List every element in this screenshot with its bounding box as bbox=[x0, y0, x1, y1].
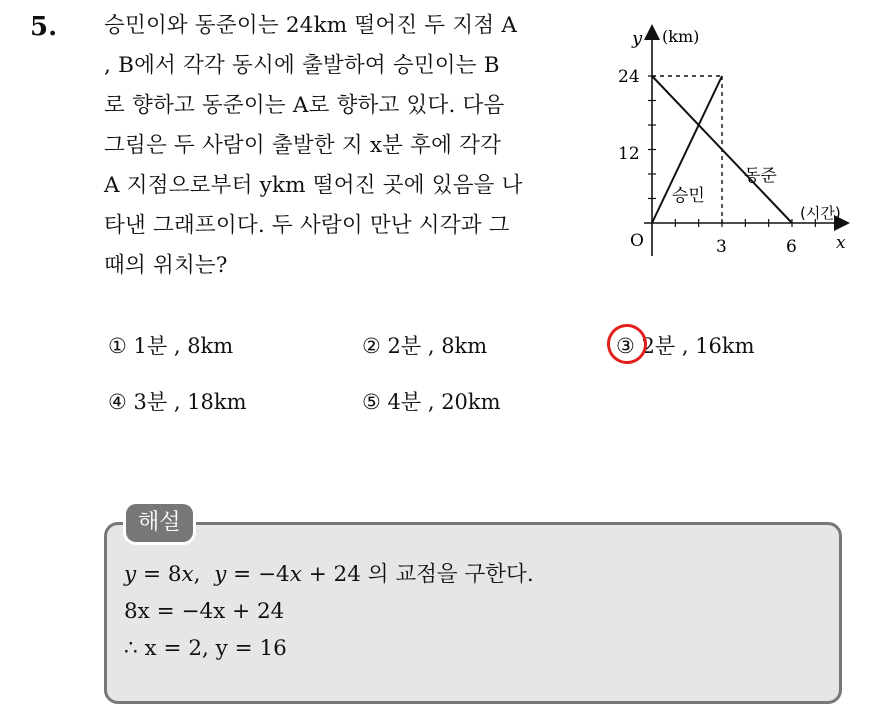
y-tick-24: 24 bbox=[618, 67, 640, 87]
question-line-7: 때의 위치는? bbox=[104, 253, 228, 278]
explanation-line-3: ∴ x = 2, y = 16 bbox=[124, 636, 287, 661]
series-label-seungmin: 승민 bbox=[672, 186, 705, 206]
explanation-text bbox=[124, 556, 534, 667]
x-unit-label: (시간) bbox=[800, 204, 841, 222]
choice-3-text: 2분 , 16km bbox=[641, 334, 755, 358]
choice-3-number: ③ bbox=[616, 334, 635, 358]
choice-5-text: 4분 , 20km bbox=[387, 390, 501, 414]
y-tick-12: 12 bbox=[618, 144, 640, 164]
choice-5-number: ⑤ bbox=[362, 390, 381, 414]
choice-3[interactable] bbox=[616, 330, 755, 360]
choice-2[interactable] bbox=[362, 330, 487, 360]
origin-label: O bbox=[630, 231, 644, 251]
choice-2-text: 2분 , 8km bbox=[387, 334, 488, 358]
question-line-6: 타낸 그래프이다. 두 사람이 만난 시각과 그 bbox=[104, 213, 510, 238]
choice-1-number: ① bbox=[108, 334, 127, 358]
question-number: 5. bbox=[30, 12, 58, 42]
question-line-1: 승민이와 동준이는 24km 떨어진 두 지점 A bbox=[104, 13, 518, 38]
choice-5[interactable] bbox=[362, 386, 501, 416]
series-label-dongjun: 동준 bbox=[744, 166, 777, 186]
choice-1[interactable] bbox=[108, 330, 233, 360]
explanation-line-2: 8x = −4x + 24 bbox=[124, 599, 285, 624]
choice-1-text: 1분 , 8km bbox=[133, 334, 234, 358]
question-line-2: , B에서 각각 동시에 출발하여 승민이는 B bbox=[104, 53, 500, 78]
choice-4[interactable] bbox=[108, 386, 247, 416]
x-axis-label: x bbox=[836, 233, 846, 253]
choice-4-text: 3분 , 18km bbox=[133, 390, 247, 414]
x-tick-3: 3 bbox=[716, 237, 727, 257]
explanation-line-1: y = 8x, y = −4x + 24 의 교점을 구한다. bbox=[124, 562, 534, 587]
explanation-line-1-suffix: 의 교점을 구한다. bbox=[367, 562, 534, 587]
x-tick-6: 6 bbox=[786, 237, 797, 257]
choice-4-number: ④ bbox=[108, 390, 127, 414]
question-text bbox=[104, 6, 594, 286]
y-axis-label: y bbox=[632, 28, 643, 49]
question-line-3: 로 향하고 동준이는 A로 향하고 있다. 다음 bbox=[104, 93, 505, 118]
question-line-5: A 지점으로부터 ykm 떨어진 곳에 있음을 나 bbox=[104, 173, 523, 198]
question-line-4: 그림은 두 사람이 출발한 지 x분 후에 각각 bbox=[104, 133, 502, 158]
choice-2-number: ② bbox=[362, 334, 381, 358]
correct-answer-mark bbox=[603, 320, 650, 367]
explanation-tag: 해설 bbox=[126, 504, 193, 542]
distance-time-graph bbox=[610, 18, 860, 268]
y-unit-label: (km) bbox=[662, 27, 700, 46]
